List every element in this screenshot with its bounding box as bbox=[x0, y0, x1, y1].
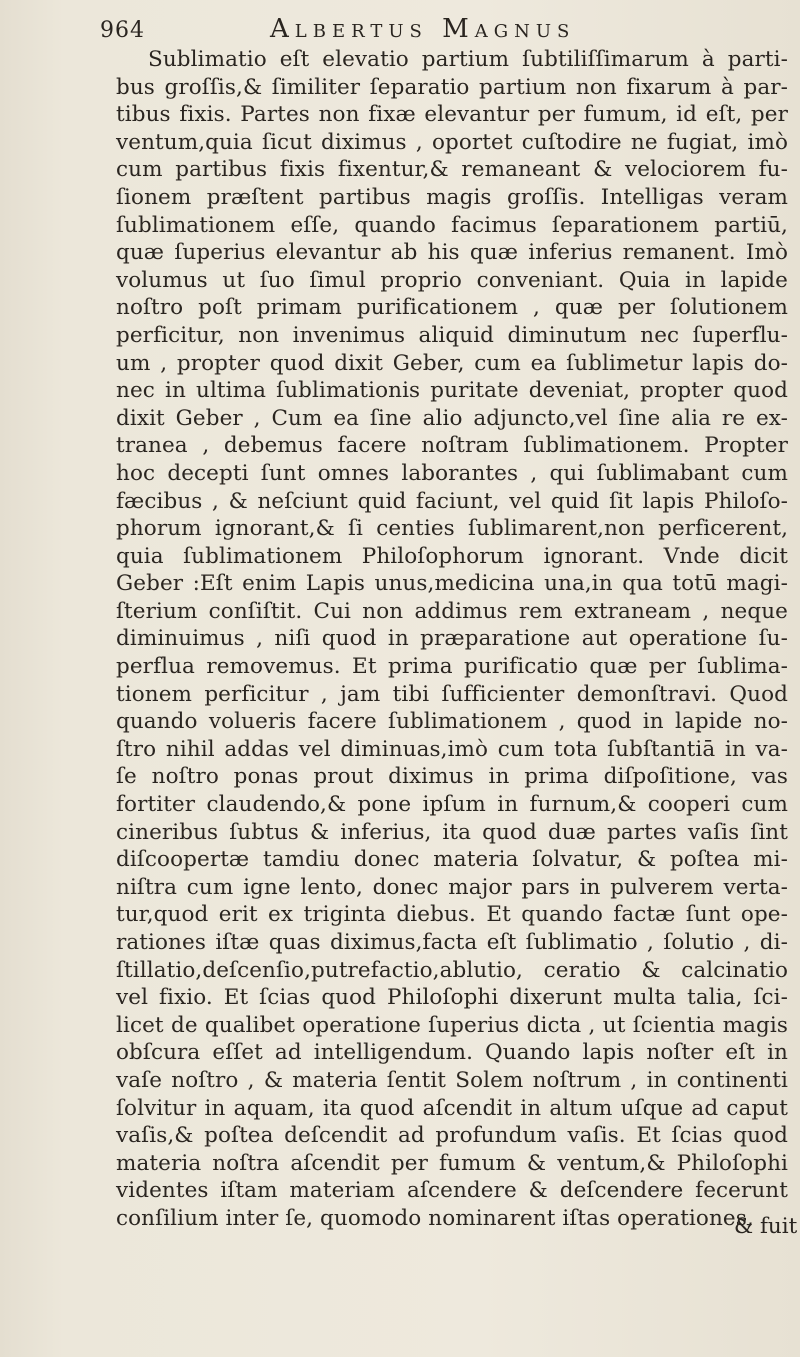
text-line: quia ſublimationem Philoſophorum ignorant. Vnde dicit bbox=[116, 543, 788, 569]
text-line: vaſis,& poſtea deſcendit ad profundum vaſis. Et ſcias quod bbox=[116, 1123, 788, 1149]
text-line: tur,quod erit ex triginta diebus. Et quando factæ ſunt ope- bbox=[116, 902, 788, 928]
text-line: materia noſtra aſcendit per fumum & ventum,& Philoſophi bbox=[116, 1150, 788, 1176]
text-line: perficitur, non invenimus aliquid diminutum nec ſuperflu- bbox=[116, 322, 788, 348]
text-line: ſtillatio,deſcenſio,putrefactio,ablutio, ceratio & calcinatio bbox=[116, 957, 788, 983]
text-line: cum partibus fixis fixentur,& remaneant & velociorem fu- bbox=[116, 157, 788, 183]
text-line: ſtro nihil addas vel diminuas,imò cum tota ſubſtantiā in va- bbox=[116, 736, 788, 762]
text-line: quæ ſuperius elevantur ab his quæ inferius remanent. Imò bbox=[116, 240, 788, 266]
text-line: fortiter claudendo,& pone ipſum in furnum,& cooperi cum bbox=[116, 792, 788, 818]
text-line: ſe noſtro ponas prout diximus in prima diſpoſitione, vas bbox=[116, 764, 788, 790]
text-line: bus groſſis,& ſimiliter ſeparatio partium non fixarum à par- bbox=[116, 74, 788, 100]
text-line: diminuimus , niſi quod in præparatione aut operatione ſu- bbox=[116, 626, 788, 652]
text-line: tibus fixis. Partes non fixæ elevantur per fumum, id eſt, per bbox=[116, 102, 788, 128]
text-line: ventum,quia ſicut diximus , oportet cuſtodire ne fugiat, imò bbox=[116, 129, 788, 155]
text-line: quando volueris facere ſublimationem , quod in lapide no- bbox=[116, 709, 788, 735]
text-line: obſcura eſſet ad intelligendum. Quando lapis noſter eſt in bbox=[116, 1040, 788, 1066]
text-line: nec in ultima ſublimationis puritate deveniat, propter quod bbox=[116, 378, 788, 404]
body-text bbox=[116, 46, 788, 1233]
text-line: volumus ut ſuo ſimul proprio conveniant. Quia in lapide bbox=[116, 267, 788, 293]
running-title: Albertus Magnus bbox=[270, 14, 576, 44]
text-line: videntes iſtam materiam aſcendere & deſcendere fecerunt bbox=[116, 1178, 788, 1204]
text-line: vel fixio. Et ſcias quod Philoſophi dixerunt multa talia, ſci- bbox=[116, 985, 788, 1011]
text-line: ſolvitur in aquam, ita quod aſcendit in altum uſque ad caput bbox=[116, 1095, 788, 1121]
text-line: niſtra cum igne lento, donec major pars in pulverem verta- bbox=[116, 874, 788, 900]
text-line: Geber :Eſt enim Lapis unus,medicina una,in qua totū magi- bbox=[116, 571, 788, 597]
text-line: rationes iſtæ quas diximus,facta eſt ſublimatio , ſolutio , di- bbox=[116, 930, 788, 955]
page-header bbox=[100, 14, 790, 46]
text-line: dixit Geber , Cum ea ſine alio adjuncto,vel ſine alia re ex- bbox=[116, 405, 788, 431]
text-line: hoc decepti ſunt omnes laborantes , qui ſublimabant cum bbox=[116, 460, 788, 486]
text-line: um , propter quod dixit Geber, cum ea ſublimetur lapis do- bbox=[116, 350, 788, 376]
text-line: diſcoopertæ tamdiu donec materia ſolvatur, & poſtea mi- bbox=[116, 847, 788, 873]
text-line: ſterium conſiſtit. Cui non addimus rem extraneam , neque bbox=[116, 598, 788, 624]
text-line: phorum ignorant,& ſi centies ſublimarent,non perficerent, bbox=[116, 516, 788, 542]
catchword: & fuit bbox=[734, 1214, 798, 1239]
page-number: 964 bbox=[100, 18, 145, 43]
text-line: licet de qualibet operatione ſuperius dicta , ut ſcientia magis bbox=[116, 1012, 788, 1038]
text-line: conſilium inter ſe, quomodo nominarent iſtas operationes, bbox=[116, 1205, 754, 1231]
text-line: fæcibus , & neſciunt quid faciunt, vel quid ſit lapis Philoſo- bbox=[116, 488, 788, 514]
text-line: tionem perficitur , jam tibi ſufficienter demonſtravi. Quod bbox=[116, 681, 788, 707]
text-line: ſublimationem eſſe, quando facimus ſeparationem partiū, bbox=[116, 212, 788, 238]
text-line: vaſe noſtro , & materia ſentit Solem noſtrum , in continenti bbox=[116, 1067, 788, 1093]
text-line: noſtro poſt primam purificationem , quæ per ſolutionem bbox=[116, 295, 788, 321]
text-line: tranea , debemus facere noſtram ſublimationem. Propter bbox=[116, 433, 788, 459]
text-line: cineribus ſubtus & inferius, ita quod duæ partes vaſis ſint bbox=[116, 819, 788, 845]
text-line: Sublimatio eſt elevatio partium ſubtiliſſimarum à parti- bbox=[148, 47, 788, 72]
text-line: ſionem præſtent partibus magis groſſis. Intelligas veram bbox=[116, 184, 788, 210]
text-line: perflua removemus. Et prima purificatio quæ per ſublima- bbox=[116, 654, 788, 680]
